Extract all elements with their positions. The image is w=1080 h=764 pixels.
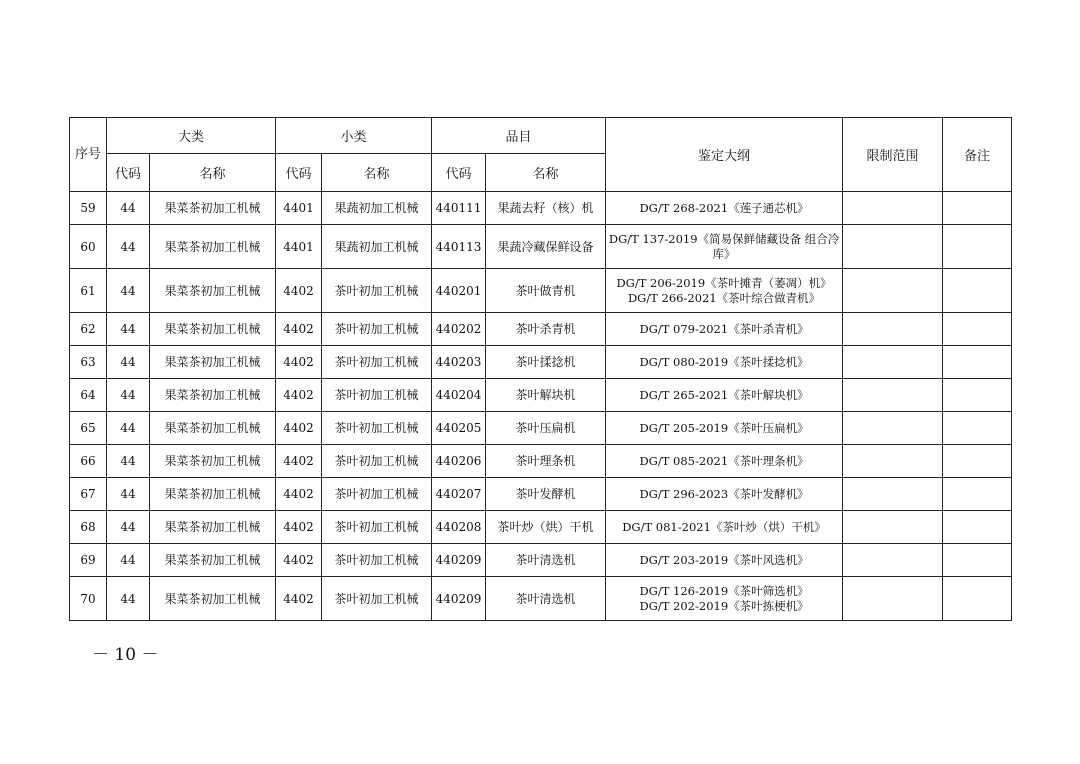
header-minor-code: 代码 bbox=[276, 154, 322, 192]
header-major-name: 名称 bbox=[150, 154, 276, 192]
item-name-cell: 果蔬冷藏保鲜设备 bbox=[486, 225, 606, 269]
header-outline-label: 鉴定大纲 bbox=[698, 149, 751, 164]
table-row bbox=[70, 412, 1012, 445]
item-name-cell: 茶叶理条机 bbox=[486, 445, 606, 478]
scope-cell bbox=[843, 544, 943, 577]
outline-ref: DG/T 126-2019《茶叶筛选机》 bbox=[639, 583, 809, 598]
table-row bbox=[70, 225, 1012, 269]
major-code-cell: 44 bbox=[107, 478, 150, 511]
scope-cell bbox=[843, 313, 943, 346]
header-item-label: 品目 bbox=[505, 130, 532, 145]
item-code-cell: 440207 bbox=[432, 478, 486, 511]
item-name-cell: 茶叶揉捻机 bbox=[486, 346, 606, 379]
table-row bbox=[70, 577, 1012, 621]
outline-ref: DG/T 266-2021《茶叶综合做青机》 bbox=[627, 290, 821, 305]
item-name-cell: 茶叶做青机 bbox=[486, 269, 606, 313]
scope-cell bbox=[843, 577, 943, 621]
major-name-cell: 果菜茶初加工机械 bbox=[150, 313, 276, 346]
item-code-cell: 440111 bbox=[432, 192, 486, 225]
header-item-name: 名称 bbox=[486, 154, 606, 192]
outline-ref: DG/T 079-2021《茶叶杀青机》 bbox=[639, 321, 809, 336]
table-row bbox=[70, 445, 1012, 478]
remark-cell bbox=[943, 225, 1012, 269]
minor-name-cell: 茶叶初加工机械 bbox=[322, 412, 432, 445]
item-name-cell: 茶叶清选机 bbox=[486, 544, 606, 577]
table-row bbox=[70, 379, 1012, 412]
seq-cell: 59 bbox=[70, 192, 107, 225]
scope-cell bbox=[843, 225, 943, 269]
header-minor-name: 名称 bbox=[322, 154, 432, 192]
table-row bbox=[70, 511, 1012, 544]
outline-cell bbox=[606, 269, 843, 313]
header-scope bbox=[843, 118, 943, 192]
outline-cell bbox=[606, 577, 843, 621]
remark-cell bbox=[943, 577, 1012, 621]
minor-name-cell: 茶叶初加工机械 bbox=[322, 511, 432, 544]
seq-cell: 68 bbox=[70, 511, 107, 544]
outline-ref: DG/T 137-2019《简易保鲜储藏设备 组合冷库》 bbox=[608, 231, 840, 261]
header-seq-label: 序号 bbox=[74, 147, 101, 162]
minor-code-cell: 4402 bbox=[276, 313, 322, 346]
page-number: － 10 － bbox=[92, 645, 159, 665]
scope-cell bbox=[843, 412, 943, 445]
scope-cell bbox=[843, 445, 943, 478]
major-code-cell: 44 bbox=[107, 269, 150, 313]
outline-cell bbox=[606, 511, 843, 544]
outline-cell bbox=[606, 544, 843, 577]
minor-code-cell: 4402 bbox=[276, 379, 322, 412]
outline-ref: DG/T 296-2023《茶叶发酵机》 bbox=[639, 486, 809, 501]
table-row bbox=[70, 478, 1012, 511]
major-name-cell: 果菜茶初加工机械 bbox=[150, 511, 276, 544]
minor-code-cell: 4402 bbox=[276, 577, 322, 621]
header-scope-label: 限制范围 bbox=[866, 149, 919, 164]
remark-cell bbox=[943, 346, 1012, 379]
remark-cell bbox=[943, 313, 1012, 346]
outline-ref: DG/T 085-2021《茶叶理条机》 bbox=[639, 453, 809, 468]
minor-name-cell: 茶叶初加工机械 bbox=[322, 346, 432, 379]
outline-cell bbox=[606, 346, 843, 379]
remark-cell bbox=[943, 478, 1012, 511]
outline-ref: DG/T 265-2021《茶叶解块机》 bbox=[639, 387, 809, 402]
table-row bbox=[70, 192, 1012, 225]
seq-cell: 69 bbox=[70, 544, 107, 577]
minor-code-cell: 4402 bbox=[276, 478, 322, 511]
outline-cell bbox=[606, 192, 843, 225]
minor-code-cell: 4402 bbox=[276, 544, 322, 577]
minor-name-cell: 茶叶初加工机械 bbox=[322, 313, 432, 346]
minor-code-cell: 4402 bbox=[276, 511, 322, 544]
header-row-top bbox=[70, 118, 1012, 154]
major-code-cell: 44 bbox=[107, 225, 150, 269]
minor-name-cell: 果蔬初加工机械 bbox=[322, 192, 432, 225]
item-name-cell: 茶叶压扁机 bbox=[486, 412, 606, 445]
major-name-cell: 果菜茶初加工机械 bbox=[150, 478, 276, 511]
outline-ref: DG/T 268-2021《莲子通芯机》 bbox=[639, 200, 809, 215]
item-name-cell: 茶叶发酵机 bbox=[486, 478, 606, 511]
item-code-cell: 440209 bbox=[432, 544, 486, 577]
item-code-cell: 440113 bbox=[432, 225, 486, 269]
remark-cell bbox=[943, 544, 1012, 577]
major-name-cell: 果菜茶初加工机械 bbox=[150, 445, 276, 478]
remark-cell bbox=[943, 412, 1012, 445]
header-major bbox=[107, 118, 276, 154]
item-code-cell: 440203 bbox=[432, 346, 486, 379]
item-name-cell: 茶叶清选机 bbox=[486, 577, 606, 621]
minor-name-cell: 果蔬初加工机械 bbox=[322, 225, 432, 269]
minor-code-cell: 4402 bbox=[276, 412, 322, 445]
major-code-cell: 44 bbox=[107, 577, 150, 621]
outline-ref: DG/T 205-2019《茶叶压扁机》 bbox=[639, 420, 809, 435]
header-major-label: 大类 bbox=[178, 130, 205, 145]
seq-cell: 65 bbox=[70, 412, 107, 445]
major-code-cell: 44 bbox=[107, 379, 150, 412]
header-seq bbox=[70, 118, 107, 192]
major-name-cell: 果菜茶初加工机械 bbox=[150, 577, 276, 621]
seq-cell: 62 bbox=[70, 313, 107, 346]
outline-ref: DG/T 202-2019《茶叶拣梗机》 bbox=[639, 598, 809, 613]
item-code-cell: 440209 bbox=[432, 577, 486, 621]
item-code-cell: 440204 bbox=[432, 379, 486, 412]
minor-code-cell: 4401 bbox=[276, 192, 322, 225]
item-name-cell: 茶叶炒（烘）干机 bbox=[486, 511, 606, 544]
outline-cell bbox=[606, 379, 843, 412]
minor-code-cell: 4402 bbox=[276, 269, 322, 313]
outline-ref: DG/T 081-2021《茶叶炒（烘）干机》 bbox=[622, 519, 826, 534]
major-name-cell: 果菜茶初加工机械 bbox=[150, 544, 276, 577]
minor-name-cell: 茶叶初加工机械 bbox=[322, 445, 432, 478]
major-code-cell: 44 bbox=[107, 412, 150, 445]
outline-cell bbox=[606, 225, 843, 269]
seq-cell: 63 bbox=[70, 346, 107, 379]
remark-cell bbox=[943, 192, 1012, 225]
header-minor bbox=[276, 118, 432, 154]
header-major-code: 代码 bbox=[107, 154, 150, 192]
scope-cell bbox=[843, 478, 943, 511]
item-code-cell: 440205 bbox=[432, 412, 486, 445]
major-name-cell: 果菜茶初加工机械 bbox=[150, 192, 276, 225]
outline-ref: DG/T 206-2019《茶叶摊青（萎凋）机》 bbox=[616, 275, 832, 290]
remark-cell bbox=[943, 379, 1012, 412]
item-code-cell: 440202 bbox=[432, 313, 486, 346]
outline-ref: DG/T 203-2019《茶叶风选机》 bbox=[639, 552, 809, 567]
outline-cell bbox=[606, 478, 843, 511]
header-minor-label: 小类 bbox=[340, 130, 367, 145]
remark-cell bbox=[943, 511, 1012, 544]
seq-cell: 67 bbox=[70, 478, 107, 511]
major-name-cell: 果菜茶初加工机械 bbox=[150, 269, 276, 313]
seq-cell: 64 bbox=[70, 379, 107, 412]
equipment-table bbox=[69, 117, 1012, 621]
scope-cell bbox=[843, 346, 943, 379]
table-body bbox=[70, 192, 1012, 621]
table-row bbox=[70, 313, 1012, 346]
item-code-cell: 440208 bbox=[432, 511, 486, 544]
minor-name-cell: 茶叶初加工机械 bbox=[322, 577, 432, 621]
item-code-cell: 440206 bbox=[432, 445, 486, 478]
minor-name-cell: 茶叶初加工机械 bbox=[322, 478, 432, 511]
major-code-cell: 44 bbox=[107, 544, 150, 577]
major-code-cell: 44 bbox=[107, 445, 150, 478]
major-name-cell: 果菜茶初加工机械 bbox=[150, 379, 276, 412]
scope-cell bbox=[843, 192, 943, 225]
scope-cell bbox=[843, 511, 943, 544]
minor-name-cell: 茶叶初加工机械 bbox=[322, 544, 432, 577]
minor-code-cell: 4402 bbox=[276, 346, 322, 379]
major-code-cell: 44 bbox=[107, 192, 150, 225]
table-row bbox=[70, 544, 1012, 577]
table-row bbox=[70, 269, 1012, 313]
major-name-cell: 果菜茶初加工机械 bbox=[150, 225, 276, 269]
seq-cell: 70 bbox=[70, 577, 107, 621]
item-name-cell: 茶叶解块机 bbox=[486, 379, 606, 412]
remark-cell bbox=[943, 445, 1012, 478]
outline-ref: DG/T 080-2019《茶叶揉捻机》 bbox=[639, 354, 809, 369]
major-name-cell: 果菜茶初加工机械 bbox=[150, 412, 276, 445]
minor-name-cell: 茶叶初加工机械 bbox=[322, 269, 432, 313]
scope-cell bbox=[843, 379, 943, 412]
seq-cell: 66 bbox=[70, 445, 107, 478]
table-row bbox=[70, 346, 1012, 379]
minor-name-cell: 茶叶初加工机械 bbox=[322, 379, 432, 412]
minor-code-cell: 4402 bbox=[276, 445, 322, 478]
outline-cell bbox=[606, 445, 843, 478]
item-name-cell: 果蔬去籽（核）机 bbox=[486, 192, 606, 225]
outline-cell bbox=[606, 412, 843, 445]
outline-cell bbox=[606, 313, 843, 346]
header-item bbox=[432, 118, 606, 154]
major-code-cell: 44 bbox=[107, 313, 150, 346]
minor-code-cell: 4401 bbox=[276, 225, 322, 269]
header-remark-label: 备注 bbox=[964, 149, 991, 164]
major-code-cell: 44 bbox=[107, 346, 150, 379]
major-code-cell: 44 bbox=[107, 511, 150, 544]
item-name-cell: 茶叶杀青机 bbox=[486, 313, 606, 346]
remark-cell bbox=[943, 269, 1012, 313]
seq-cell: 61 bbox=[70, 269, 107, 313]
item-code-cell: 440201 bbox=[432, 269, 486, 313]
header-item-code: 代码 bbox=[432, 154, 486, 192]
scope-cell bbox=[843, 269, 943, 313]
seq-cell: 60 bbox=[70, 225, 107, 269]
header-remark bbox=[943, 118, 1012, 192]
header-outline bbox=[606, 118, 843, 192]
major-name-cell: 果菜茶初加工机械 bbox=[150, 346, 276, 379]
